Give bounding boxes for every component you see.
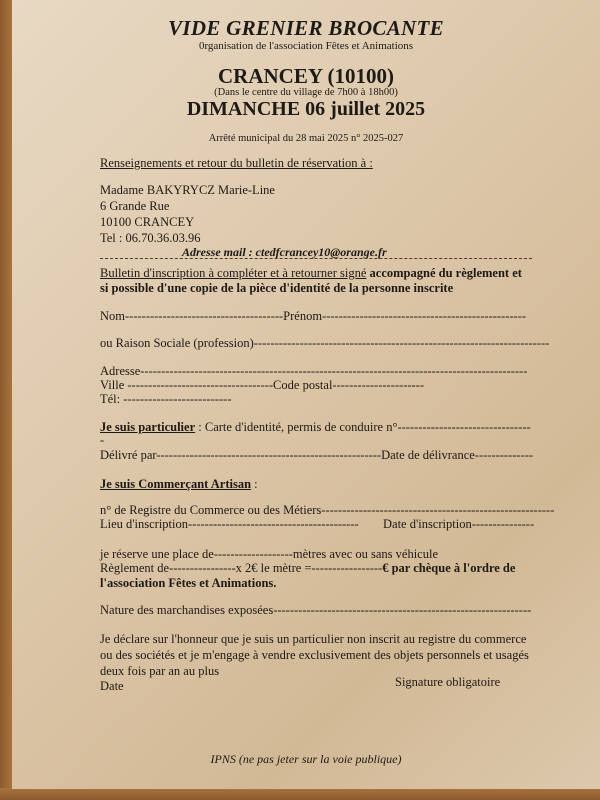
particulier-dash: - [100, 433, 105, 447]
separator-line [100, 258, 532, 259]
field-reglement[interactable] [100, 561, 515, 576]
instructions-line1 [100, 266, 522, 281]
table-surface-bottom [0, 788, 600, 800]
field-ville-code-postal[interactable]: Ville -----------------------------------Code postal---------------------- [100, 378, 425, 392]
organiser-line: 0rganisation de l'association Fêtes et Animations [198, 40, 414, 52]
event-hours: (Dans le centre du village de 7h00 à 18h00) [214, 87, 398, 98]
particulier-id-field: : Carte d'identité, permis de conduire n°-------------------------------- [195, 420, 531, 434]
event-title: VIDE GRENIER BROCANTE [168, 16, 444, 40]
field-lieu-inscription[interactable]: Lieu d'inscription----------------------------------------- [100, 517, 359, 531]
field-adresse[interactable]: Adresse--------------------------------------------------------------------------------------------- [100, 364, 528, 378]
contact-heading: Renseignements et retour du bulletin de réservation à : [100, 156, 373, 170]
instructions-line2: si possible d'une copie de la pièce d'identité de la personne inscrite [100, 281, 454, 295]
field-nature-marchandises[interactable]: Nature des marchandises exposées-------------------------------------------------------------- [100, 603, 532, 617]
field-tel[interactable]: Tél: -------------------------- [100, 392, 232, 406]
table-surface-left [0, 0, 12, 800]
field-reservation-metres[interactable]: je réserve une place de-------------------mètres avec ou sans véhicule [100, 547, 438, 561]
contact-phone: Tel : 06.70.36.03.96 [100, 231, 201, 245]
contact-email: Adresse mail : ctedfcrancey10@orange.fr [182, 245, 387, 259]
event-city: CRANCEY (10100) [218, 64, 394, 88]
field-delivre-par[interactable]: Délivré par------------------------------------------------------Date de délivrance-------------- [100, 448, 534, 462]
municipal-decree: Arrêté municipal du 28 mai 2025 n° 2025-027 [208, 133, 404, 144]
date-label[interactable]: Date [100, 679, 124, 693]
field-date-inscription[interactable]: Date d'inscription--------------- [383, 517, 535, 531]
declaration-line1: Je déclare sur l'honneur que je suis un particulier non inscrit au registre du commerce [100, 632, 527, 646]
instructions-underlined: Bulletin d'inscription à compléter et à retourner signé [100, 266, 367, 280]
commercant-colon: : [251, 477, 258, 491]
contact-town: 10100 CRANCEY [100, 215, 195, 229]
field-registre[interactable]: n° de Registre du Commerce ou des Métiers-------------------------------------------------------- [100, 503, 555, 517]
declaration-line2: ou des sociétés et je m'engage à vendre exclusivement des objets personnels et usagés [100, 648, 529, 662]
commercant-heading: Je suis Commerçant Artisan [100, 477, 252, 491]
ipns-footer: IPNS (ne pas jeter sur la voie publique) [210, 752, 402, 766]
instructions-bold: accompagné du règlement et [366, 266, 522, 280]
reglement-cheque: € par chèque à l'ordre de [382, 561, 516, 575]
flyer-page [12, 0, 600, 789]
commercant-heading-line [100, 477, 258, 492]
particulier-line[interactable] [100, 420, 531, 435]
contact-name: Madame BAKYRYCZ Marie-Line [100, 183, 275, 197]
association-name: l'association Fêtes et Animations. [100, 576, 277, 590]
event-date: DIMANCHE 06 juillet 2025 [186, 98, 426, 120]
particulier-heading: Je suis particulier [100, 420, 196, 434]
declaration-line3: deux fois par an au plus [100, 664, 220, 678]
field-raison-sociale[interactable]: ou Raison Sociale (profession)----------------------------------------------------------------------- [100, 336, 550, 350]
reglement-calc: Règlement de----------------x 2€ le mètre =----------------- [100, 561, 383, 575]
signature-label[interactable]: Signature obligatoire [395, 675, 501, 689]
field-nom-prenom[interactable]: Nom--------------------------------------Prénom------------------------------------------------- [100, 309, 527, 323]
contact-street: 6 Grande Rue [100, 199, 170, 213]
